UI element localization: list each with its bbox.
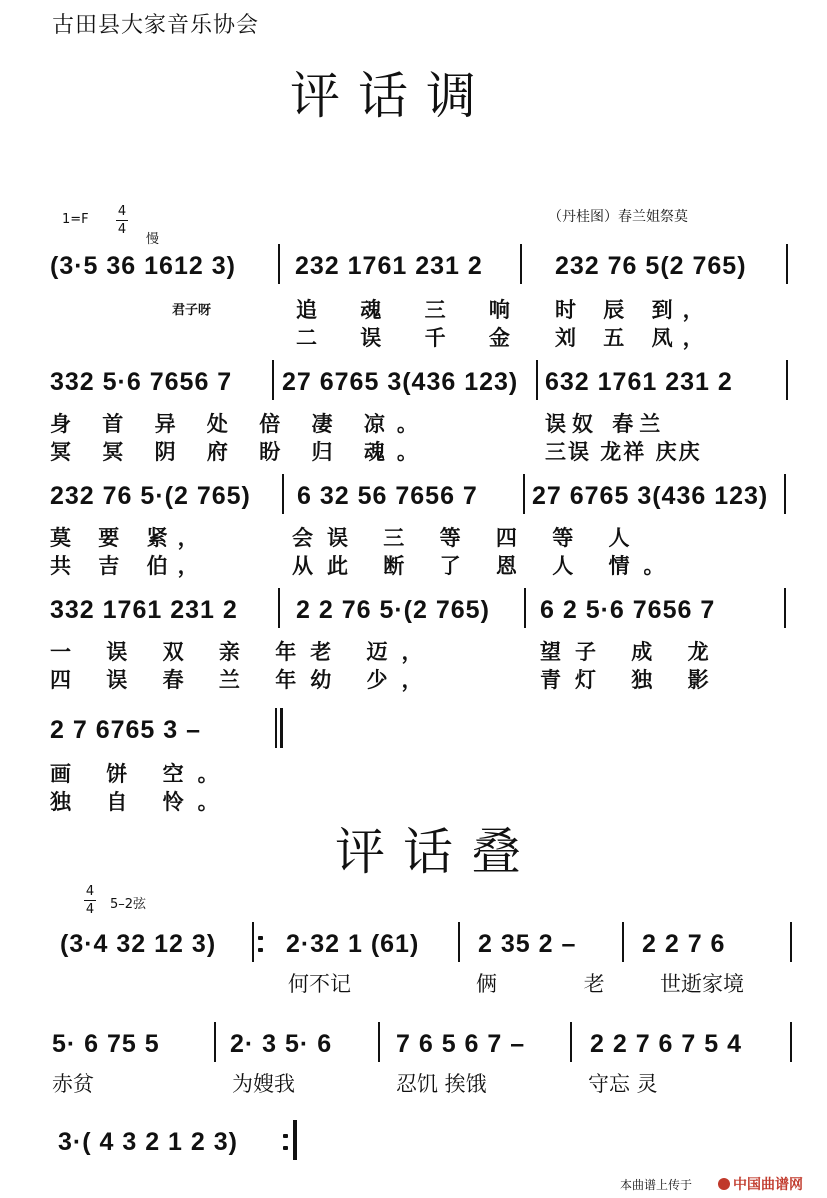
notation-measure: 5· 6 75 5: [52, 1030, 160, 1058]
bar-line: [784, 588, 786, 628]
tempo-mark: 慢: [146, 232, 160, 247]
final-bar-thick: [280, 708, 283, 748]
time-sig-line: [116, 220, 128, 221]
lyric-line: 世逝家境: [660, 972, 744, 996]
lyric-line: 画 饼 空。: [50, 762, 233, 786]
lyric-line: 共 吉 伯，: [50, 554, 209, 578]
lyric-line: 从此 断 了 恩 人 情。: [292, 554, 679, 578]
bar-line: [622, 922, 624, 962]
lyric-line: 俩 老: [476, 972, 645, 996]
notation-measure: 232 76 5(2 765): [555, 252, 747, 280]
repeat-dot: [258, 948, 263, 952]
bar-line: [458, 922, 460, 962]
notation-measure: 2 7 6765 3 –: [50, 716, 202, 744]
lyric-line: 守忘 灵: [588, 1072, 658, 1096]
lyric-line: 身 首 异 处 倍 凄 凉。: [50, 412, 430, 436]
notation-measure: 27 6765 3(436 123): [282, 368, 519, 396]
lyric-line: 时 辰 到，: [555, 298, 714, 322]
notation-measure: 2 2 7 6 7 5 4: [590, 1030, 743, 1058]
notation-measure: 3·( 4 3 2 1 2 3): [58, 1128, 238, 1156]
bar-line: [536, 360, 538, 400]
lyric-line: 刘 五 凤，: [555, 326, 714, 350]
lyric-line: 追 魂 三 响: [296, 298, 528, 322]
bar-line: [786, 244, 788, 284]
notation-measure: (3·5 36 1612 3): [50, 252, 236, 280]
time-sig-top: 4: [85, 884, 95, 899]
bar-line: [784, 474, 786, 514]
bar-line: [214, 1022, 216, 1062]
bar-line: [378, 1022, 380, 1062]
footer-uploaded-label: 本曲谱上传于: [620, 1178, 693, 1192]
lyric-line: 为嫂我: [232, 1072, 295, 1096]
lyric-line: 误奴 春兰: [545, 412, 667, 436]
lyric-line: 赤贫: [52, 1072, 94, 1096]
notation-measure: 6 2 5·6 7656 7: [540, 596, 716, 624]
bar-line: [523, 474, 525, 514]
time-sig-top: 4: [117, 204, 127, 219]
time-sig-bottom: 4: [85, 902, 95, 917]
lyric-line: 三误 龙祥 庆庆: [545, 440, 702, 464]
notation-measure: 232 1761 231 2: [295, 252, 483, 280]
time-sig-bottom: 4: [117, 222, 127, 237]
notation-measure: (3·4 32 12 3): [60, 930, 217, 958]
notation-measure: 632 1761 231 2: [545, 368, 733, 396]
bar-line: [790, 1022, 792, 1062]
bar-line: [790, 922, 792, 962]
source-label: （丹桂图）春兰姐祭莫: [548, 209, 688, 225]
bar-line: [786, 360, 788, 400]
notation-measure: 6 32 56 7656 7: [297, 482, 478, 510]
repeat-bar: [252, 922, 254, 962]
lyric-line: 青灯 独 影: [540, 668, 723, 692]
notation-measure: 7 6 5 6 7 –: [396, 1030, 526, 1058]
site-logo[interactable]: [718, 1174, 803, 1194]
bar-line: [524, 588, 526, 628]
lyric-line: 一 误 双 亲 年老 迈，: [50, 640, 437, 664]
bar-line: [570, 1022, 572, 1062]
tuning-label: 5–2弦: [110, 897, 147, 912]
notation-measure: 2·32 1 (61): [286, 930, 420, 958]
site-name: 中国曲谱网: [733, 1177, 803, 1193]
key-signature: 1=F: [62, 212, 89, 227]
notation-measure: 2 35 2 –: [478, 930, 577, 958]
lyric-line: 忍饥 挨饿: [396, 1072, 487, 1096]
notation-measure: 2 2 7 6: [642, 930, 726, 958]
lyric-line: 君子呀: [172, 303, 212, 318]
notation-measure: 2 2 76 5·(2 765): [296, 596, 490, 624]
logo-icon: [718, 1178, 730, 1190]
repeat-dot: [283, 1134, 288, 1138]
repeat-dot: [283, 1146, 288, 1150]
lyric-line: 会误 三 等 四 等 人: [292, 526, 644, 550]
notation-measure: 332 5·6 7656 7: [50, 368, 233, 396]
lyric-line: 望子 成 龙: [540, 640, 723, 664]
song-title-1: 评话调: [290, 67, 494, 125]
lyric-line: 二 误 千 金: [296, 326, 528, 350]
bar-line: [282, 474, 284, 514]
repeat-dot: [258, 936, 263, 940]
time-sig-line: [84, 900, 96, 901]
lyric-line: 何不记: [288, 972, 351, 996]
lyric-line: 莫 要 紧，: [50, 526, 209, 550]
bar-line: [278, 588, 280, 628]
notation-measure: 2· 3 5· 6: [230, 1030, 333, 1058]
bar-line: [278, 244, 280, 284]
notation-measure: 332 1761 231 2: [50, 596, 238, 624]
final-bar-thin: [275, 708, 277, 748]
lyric-line: 四 误 春 兰 年幼 少，: [50, 668, 437, 692]
bar-line: [272, 360, 274, 400]
end-repeat-bar: [293, 1120, 297, 1160]
lyric-line: 独 自 怜。: [50, 790, 233, 814]
song-title-2: 评话叠: [335, 823, 539, 881]
bar-line: [520, 244, 522, 284]
organization-header: 古田县大家音乐协会: [52, 13, 260, 38]
notation-measure: 27 6765 3(436 123): [532, 482, 769, 510]
lyric-line: 冥 冥 阴 府 盼 归 魂。: [50, 440, 430, 464]
notation-measure: 232 76 5·(2 765): [50, 482, 251, 510]
